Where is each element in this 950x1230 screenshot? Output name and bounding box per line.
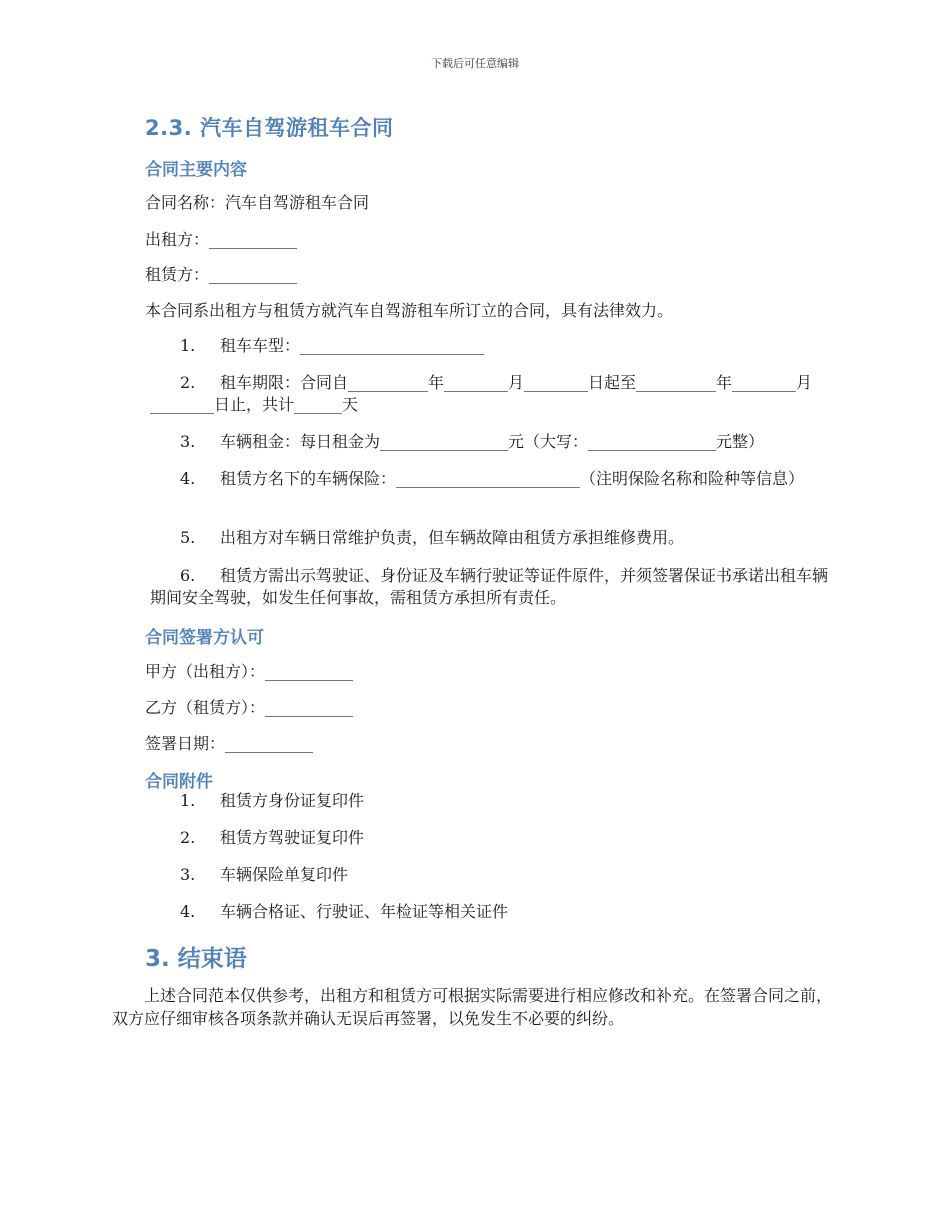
list-text: 租车车型：_______________________: [220, 336, 485, 355]
list-text: 车辆保险单复印件: [220, 865, 349, 884]
list-number: 3.: [180, 865, 196, 884]
list-item: [150, 468, 840, 490]
list-number: 5.: [180, 528, 196, 547]
closing-paragraph: 上述合同范本仅供参考，出租方和租赁方可根据实际需要进行相应修改和补充。在签署合同之前，双方应仔细审核各项条款并确认无误后再签署，以免发生不必要的纠纷。: [112, 986, 833, 1028]
party-b-line: 乙方（租赁方）：___________: [145, 698, 354, 717]
heading-signatories: 合同签署方认可: [145, 628, 264, 648]
heading-main-content: 合同主要内容: [145, 160, 247, 180]
list-text: 租赁方名下的车辆保险：_______________________（注明保险名称和险种等信息）: [220, 469, 805, 488]
list-number: 3.: [180, 432, 196, 451]
list-item: [150, 864, 840, 886]
list-item: [150, 372, 840, 416]
lessor-line: 出租方：___________: [145, 230, 298, 249]
section-title-2-3: 2.3. 汽车自驾游租车合同: [145, 116, 394, 140]
list-number: 1.: [180, 336, 196, 355]
list-item: [150, 527, 840, 549]
list-item: [150, 431, 840, 453]
section-title-3: 3. 结束语: [145, 946, 247, 972]
list-text: 车辆合格证、行驶证、年检证等相关证件: [220, 902, 509, 921]
party-a-line: 甲方（出租方）：___________: [145, 662, 354, 681]
list-item: [150, 335, 840, 357]
list-number: 1.: [180, 791, 196, 810]
lessee-line: 租赁方：___________: [145, 265, 298, 284]
list-item: [150, 790, 840, 812]
list-text: 租赁方需出示驾驶证、身份证及车辆行驶证等证件原件，并须签署保证书承诺出租车辆期间安全驾驶，如发生任何事故，需租赁方承担所有责任。: [150, 566, 829, 607]
sign-date-line: 签署日期：___________: [145, 734, 314, 753]
list-number: 4.: [180, 469, 196, 488]
list-number: 2.: [180, 373, 196, 392]
list-number: 4.: [180, 902, 196, 921]
list-text: 租赁方驾驶证复印件: [220, 828, 365, 847]
contract-name-line: 合同名称：汽车自驾游租车合同: [145, 193, 370, 212]
list-item: [150, 565, 840, 609]
list-text: 车辆租金：每日租金为________________元（大写：________________元整）: [220, 432, 765, 451]
list-text: 租赁方身份证复印件: [220, 791, 365, 810]
list-number: 6.: [180, 566, 196, 585]
list-item: [150, 827, 840, 849]
list-text: 租车期限：合同自__________年________月________日起至__________年________月________日止，共计______天: [150, 373, 813, 414]
list-text: 出租方对车辆日常维护负责，但车辆故障由租赁方承担维修费用。: [220, 528, 685, 547]
intro-paragraph: 本合同系出租方与租赁方就汽车自驾游租车所订立的合同，具有法律效力。: [145, 301, 674, 320]
list-item: [150, 901, 840, 923]
list-number: 2.: [180, 828, 196, 847]
page-header-note: 下载后可任意编辑: [431, 57, 519, 70]
heading-attachments: 合同附件: [145, 772, 213, 792]
